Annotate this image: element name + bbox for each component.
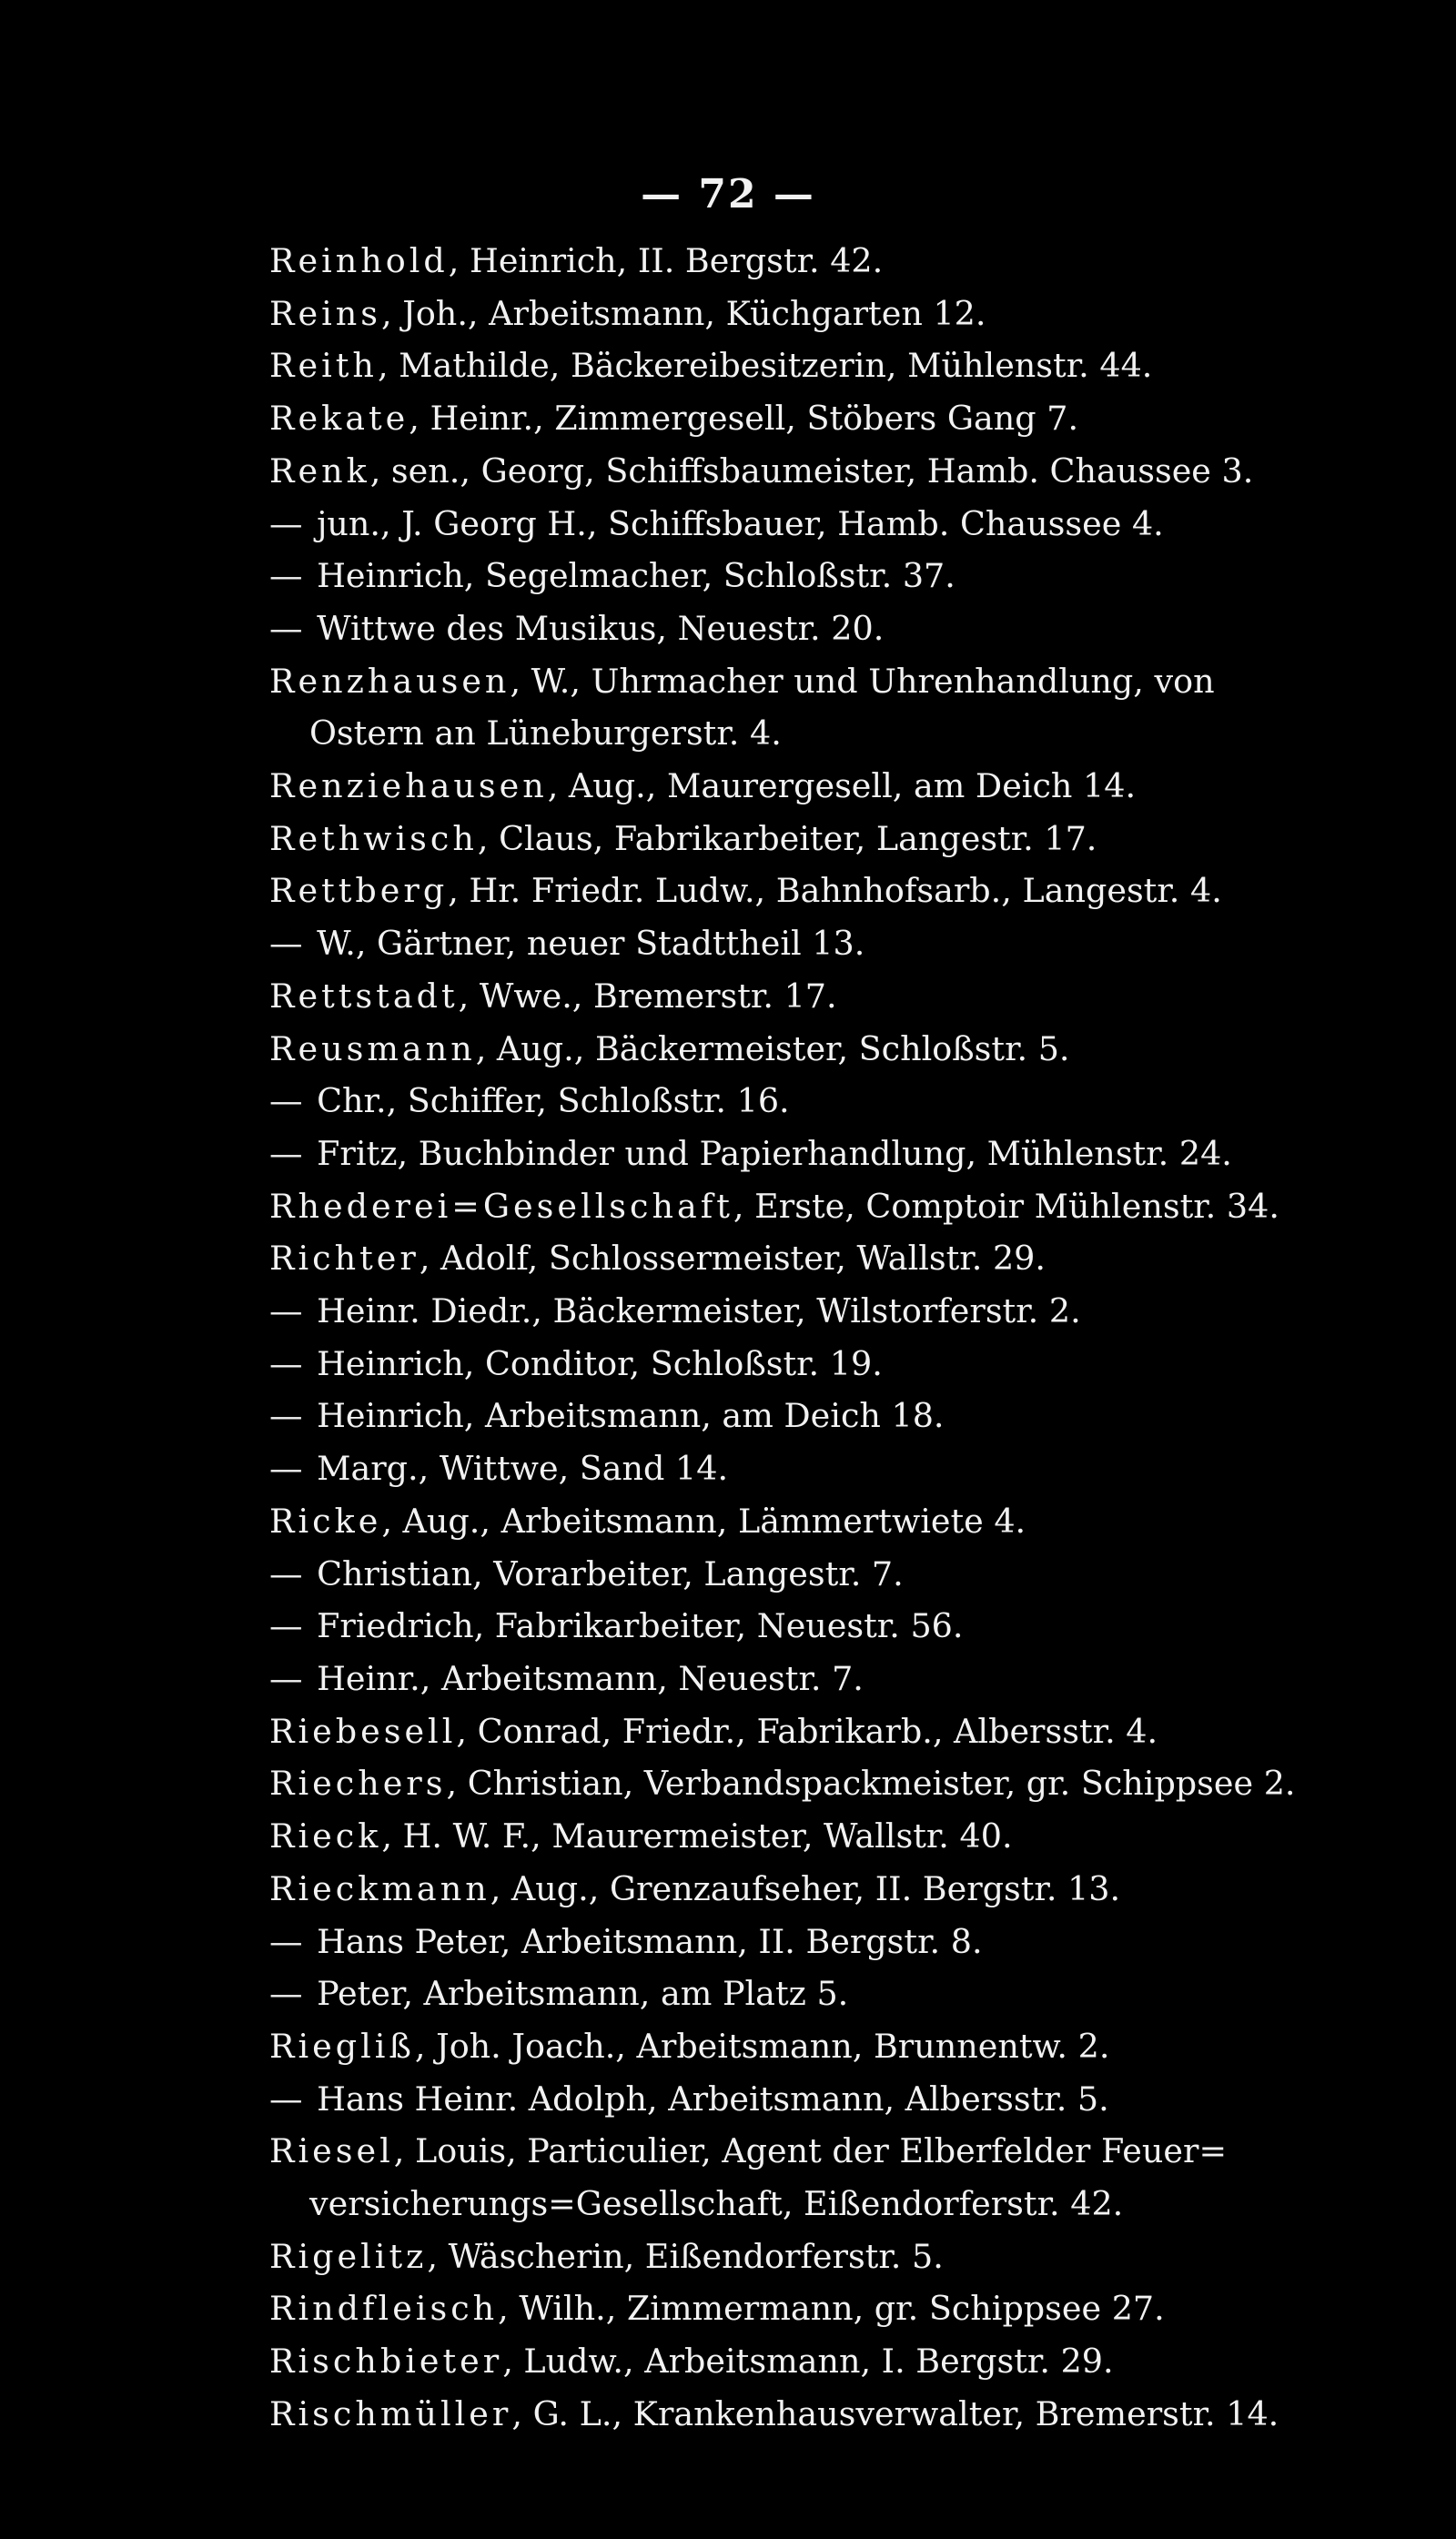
entry-details: , Ludw., Arbeitsmann, I. Bergstr. 29. <box>502 2342 1114 2382</box>
directory-entry <box>269 1863 1325 1916</box>
directory-entry <box>269 2020 1325 2073</box>
entry-details: Heinrich, Segelmacher, Schloßstr. 37. <box>306 556 956 596</box>
directory-entry <box>269 1285 1325 1338</box>
entry-details: Ostern an Lüneburgerstr. 4. <box>309 713 782 754</box>
entry-surname: — <box>269 1921 307 1961</box>
entry-details: Heinr., Arbeitsmann, Neuestr. 7. <box>306 1658 864 1698</box>
entry-details: Chr., Schiffer, Schloßstr. 16. <box>306 1081 790 1121</box>
entry-details: , Aug., Bäckermeister, Schloßstr. 5. <box>475 1028 1070 1068</box>
entry-details: Fritz, Buchbinder und Papierhandlung, Mühlenstr. 24. <box>306 1133 1232 1173</box>
entry-details: , H. W. F., Maurermeister, Wallstr. 40. <box>381 1816 1013 1856</box>
entry-surname: Reinhold <box>269 241 449 280</box>
directory-entry <box>269 288 1325 340</box>
entry-details: , Erste, Comptoir Mühlenstr. 34. <box>733 1186 1279 1226</box>
directory-entry <box>269 1180 1325 1233</box>
directory-entry <box>269 445 1325 498</box>
entry-surname: — <box>269 1133 307 1173</box>
entry-details: Christian, Vorarbeiter, Langestr. 7. <box>306 1553 904 1593</box>
directory-entry <box>269 1916 1325 1968</box>
entry-surname: — <box>269 1553 307 1593</box>
directory-entry <box>269 1023 1325 1076</box>
entry-surname: — <box>269 1606 307 1646</box>
entry-surname: — <box>269 608 307 648</box>
entry-details: Marg., Wittwe, Sand 14. <box>306 1449 729 1489</box>
entry-surname: — <box>269 924 307 964</box>
address-entries <box>269 235 1325 2441</box>
entry-details: Heinrich, Arbeitsmann, am Deich 18. <box>306 1396 945 1436</box>
entry-details: , Wäscherin, Eißendorferstr. 5. <box>427 2236 944 2276</box>
directory-entry <box>269 1495 1325 1548</box>
entry-details: Heinr. Diedr., Bäckermeister, Wilstorferstr. 2. <box>306 1291 1081 1331</box>
entry-details: , Conrad, Friedr., Fabrikarb., Albersstr. 4. <box>456 1711 1158 1751</box>
entry-details: , Aug., Arbeitsmann, Lämmertwiete 4. <box>381 1501 1026 1541</box>
entry-details: , Hr. Friedr. Ludw., Bahnhofsarb., Langestr. 4. <box>448 871 1222 911</box>
directory-entry <box>269 1705 1325 1758</box>
directory-entry <box>269 2282 1325 2335</box>
directory-entry <box>269 2178 1325 2230</box>
entry-details: , Wilh., Zimmermann, gr. Schippsee 27. <box>498 2289 1165 2329</box>
entry-surname: Rettstadt <box>269 976 459 1016</box>
entry-surname: Reins <box>269 293 381 333</box>
directory-entry <box>269 1653 1325 1705</box>
entry-surname: — <box>269 1658 307 1698</box>
directory-entry <box>269 1338 1325 1391</box>
entry-surname: — <box>269 1081 307 1121</box>
directory-entry <box>269 2230 1325 2283</box>
directory-entry <box>269 1442 1325 1495</box>
entry-details: Heinrich, Conditor, Schloßstr. 19. <box>306 1343 883 1383</box>
entry-details: versicherungs=Gesellschaft, Eißendorferstr. 42. <box>309 2184 1124 2224</box>
entry-details: Hans Peter, Arbeitsmann, II. Bergstr. 8. <box>306 1921 983 1961</box>
entry-surname: Riebesell <box>269 1711 457 1751</box>
entry-details: , Adolf, Schlossermeister, Wallstr. 29. <box>419 1239 1046 1279</box>
entry-details: W., Gärtner, neuer Stadttheil 13. <box>306 924 865 964</box>
directory-entry <box>269 1548 1325 1601</box>
directory-entry <box>269 1600 1325 1653</box>
entry-details: , sen., Georg, Schiffsbaumeister, Hamb. Chaussee 3. <box>369 450 1254 491</box>
entry-surname: Rindfleisch <box>269 2289 499 2329</box>
directory-entry <box>269 865 1325 917</box>
entry-surname: Rhederei=Gesellschaft <box>269 1186 733 1226</box>
entry-surname: Reusmann <box>269 1028 476 1068</box>
entry-details: , Joh., Arbeitsmann, Küchgarten 12. <box>381 293 986 333</box>
entry-surname: Rischmüller <box>269 2393 512 2433</box>
entry-details: , Mathilde, Bäckereibesitzerin, Mühlenstr. 44. <box>377 346 1153 386</box>
entry-details: , G. L., Krankenhausverwalter, Bremerstr. 14. <box>511 2393 1279 2433</box>
directory-entry <box>269 602 1325 655</box>
entry-details: , Louis, Particulier, Agent der Elberfelder Feuer= <box>393 2131 1228 2171</box>
entry-details: , Christian, Verbandspackmeister, gr. Schippsee 2. <box>446 1764 1296 1804</box>
entry-surname: Rekate <box>269 399 410 439</box>
directory-entry <box>269 655 1325 708</box>
entry-details: Peter, Arbeitsmann, am Platz 5. <box>306 1974 849 2014</box>
entry-surname: Rieckmann <box>269 1868 490 1908</box>
entry-surname: Renziehausen <box>269 766 548 806</box>
entry-surname: Riesel <box>269 2131 394 2171</box>
directory-entry <box>269 2073 1325 2126</box>
entry-surname: Rieck <box>269 1816 382 1856</box>
entry-surname: Riechers <box>269 1764 447 1804</box>
entry-surname: — <box>269 1449 307 1489</box>
directory-entry <box>269 707 1325 760</box>
entry-surname: Renzhausen <box>269 661 511 701</box>
directory-entry <box>269 2335 1325 2388</box>
entry-details: , Aug., Maurergesell, am Deich 14. <box>547 766 1137 806</box>
entry-surname: — <box>269 1974 307 2014</box>
page-number: — 72 — <box>641 171 815 217</box>
directory-entry <box>269 1757 1325 1810</box>
directory-entry <box>269 917 1325 970</box>
entry-details: , Heinr., Zimmergesell, Stöbers Gang 7. <box>409 399 1079 439</box>
entry-details: , Wwe., Bremerstr. 17. <box>458 976 837 1016</box>
entry-details: Friedrich, Fabrikarbeiter, Neuestr. 56. <box>306 1606 964 1646</box>
entry-surname: — <box>269 1291 307 1331</box>
directory-entry <box>269 392 1325 445</box>
directory-entry <box>269 1810 1325 1863</box>
entry-surname: Renk <box>269 450 370 491</box>
entry-details: , Aug., Grenzaufseher, II. Bergstr. 13. <box>490 1868 1121 1908</box>
entry-details: Hans Heinr. Adolph, Arbeitsmann, Albersstr. 5. <box>306 2079 1109 2119</box>
directory-entry <box>269 970 1325 1023</box>
directory-entry <box>269 498 1325 551</box>
directory-entry <box>269 2388 1325 2441</box>
entry-surname: Reith <box>269 346 378 386</box>
entry-details: , Claus, Fabrikarbeiter, Langestr. 17. <box>477 818 1097 858</box>
entry-surname: — <box>269 1343 307 1383</box>
directory-entry <box>269 235 1325 288</box>
directory-entry <box>269 339 1325 392</box>
directory-entry <box>269 550 1325 602</box>
entry-surname: Rischbieter <box>269 2342 503 2382</box>
entry-surname: Richter <box>269 1239 420 1279</box>
entry-details: , Heinrich, II. Bergstr. 42. <box>448 241 884 280</box>
entry-surname: Riegliß <box>269 2026 415 2066</box>
directory-entry <box>269 1128 1325 1180</box>
entry-surname: — <box>269 1396 307 1436</box>
directory-entry <box>269 1232 1325 1285</box>
entry-details: , W., Uhrmacher und Uhrenhandlung, von <box>510 661 1215 701</box>
entry-details: , Joh. Joach., Arbeitsmann, Brunnentw. 2. <box>414 2026 1110 2066</box>
entry-surname: Rettberg <box>269 871 449 911</box>
entry-details: jun., J. Georg H., Schiffsbauer, Hamb. Chaussee 4. <box>306 503 1164 543</box>
entry-surname: Rigelitz <box>269 2236 428 2276</box>
entry-surname: — <box>269 2079 307 2119</box>
entry-surname: — <box>269 556 307 596</box>
entry-surname: Rethwisch <box>269 818 478 858</box>
directory-entry <box>269 1075 1325 1128</box>
directory-entry <box>269 813 1325 865</box>
entry-surname: Ricke <box>269 1501 382 1541</box>
directory-entry <box>269 760 1325 813</box>
entry-details: Wittwe des Musikus, Neuestr. 20. <box>306 608 885 648</box>
directory-entry <box>269 1390 1325 1442</box>
entry-surname: — <box>269 503 307 543</box>
directory-entry <box>269 1967 1325 2020</box>
directory-entry <box>269 2125 1325 2178</box>
